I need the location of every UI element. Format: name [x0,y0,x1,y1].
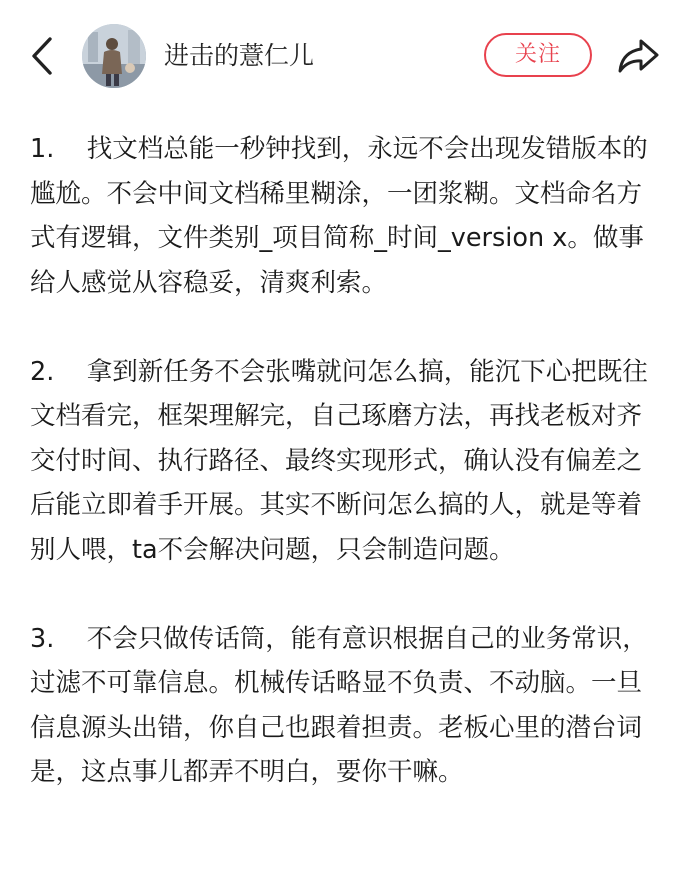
chevron-left-icon [30,36,54,76]
post-header [0,0,690,112]
share-button[interactable] [614,34,662,78]
post-body [30,127,666,795]
paragraph-1: 1. 找文档总能一秒钟找到，永远不会出现发错版本的尴尬。不会中间文档稀里糊涂，一团浆糊。文档命名方式有逻辑，文件类别_项目简称_时间_version x。做事给人感觉从容稳妥，清爽利索。 [30,134,648,298]
author-name[interactable]: 进击的薏仁儿 [164,41,315,70]
follow-button[interactable]: 关注 [484,33,592,77]
avatar-photo [82,24,146,88]
paragraph-3: 3. 不会只做传话筒，能有意识根据自己的业务常识，过滤不可靠信息。机械传话略显不负责、不动脑。一旦信息源头出错，你自己也跟着担责。老板心里的潜台词是，这点事儿都弄不明白，要你干嘛。 [30,623,648,787]
share-arrow-icon [616,36,660,76]
avatar[interactable] [82,24,146,88]
paragraph-2: 2. 拿到新任务不会张嘴就问怎么搞，能沉下心把既往文档看完，框架理解完，自己琢磨方法，再找老板对齐交付时间、执行路径、最终实现形式，确认没有偏差之后能立即着手开展。其实不断问怎么搞的人，就是等着别人喂，ta不会解决问题，只会制造问题。 [30,356,648,565]
back-button[interactable] [22,34,62,78]
